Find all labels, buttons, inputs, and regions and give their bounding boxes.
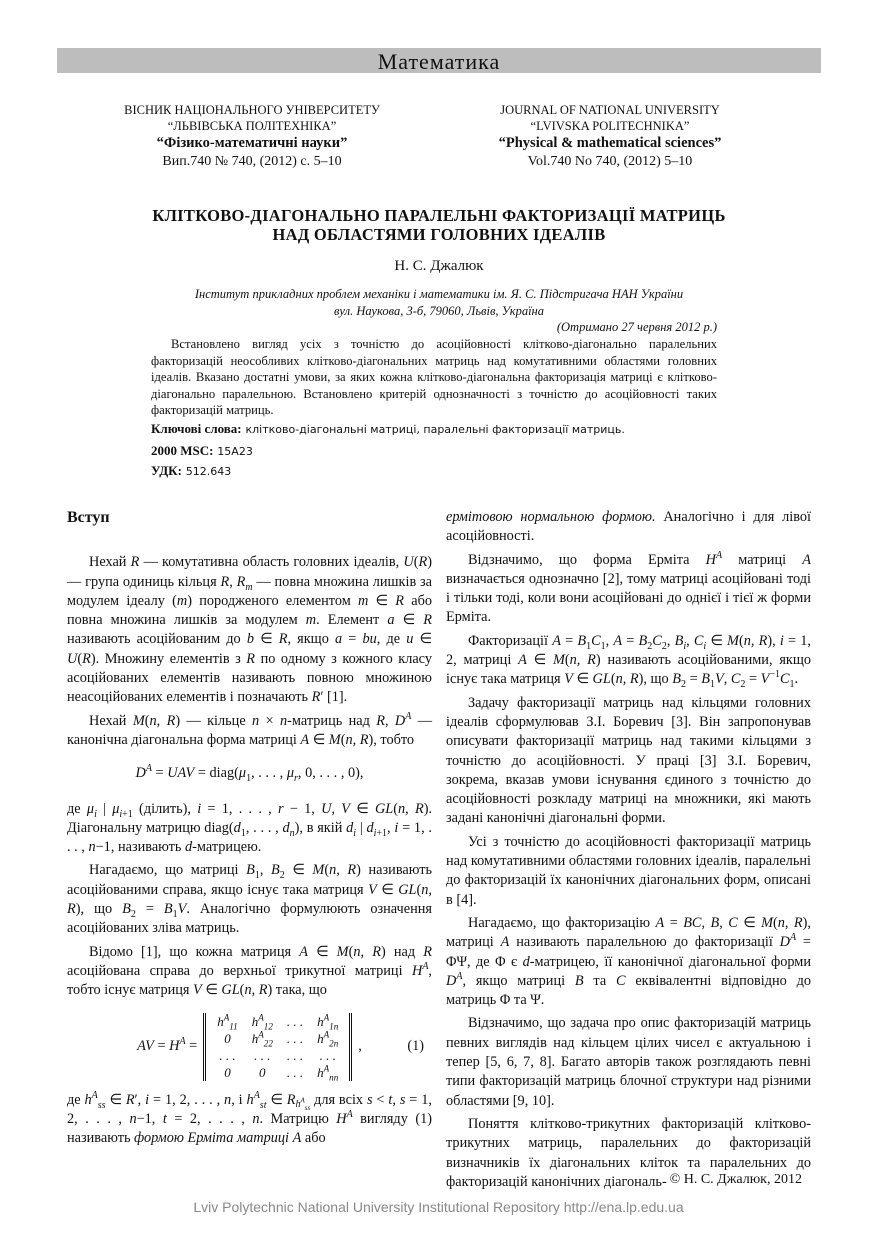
- paragraph: Нагадаємо, що факторизацію A = BC, B, C ∈ M(n, R), матриці A називають паралельною до факторизації $D^A = \Phi\Psi$, де Φ є d-матрицею, її канонічної діагональної форми $D^A$, якщо матриці B та C еквівалентні відповідно до матриць Φ та Ψ.: [446, 914, 812, 1009]
- equation: $D^A$ = UAV = $diag(\mu_1$, . . . , $\mu_r$, 0, . . . , 0),: [135, 763, 364, 785]
- udk-label: УДК:: [151, 463, 182, 478]
- affiliation-line: Інститут прикладних проблем механіки і математики ім. Я. С. Підстригача НАН України: [194, 287, 684, 301]
- paragraph: Нехай R — комутативна область головних ідеалів, U(R) — група одиниць кільця R, $R_m$ — повна множина лишків за модулем ідеалу (m) породженого елементом m ∈ R або повна множина лишків за модулем m. Елемент a ∈ R називають асоційованим до b ∈ R, якщо a = bu, де u ∈ U(R). Множину елементів з R по одному з кожного класу асоційованих елементів називають повною множиною неасоційованих елементів і позначають R′ [1].: [67, 554, 433, 706]
- udk: [151, 463, 751, 479]
- journal-series: “Фізико-математичні науки”: [156, 135, 348, 151]
- msc: [151, 443, 751, 459]
- received-date: (Отримано 27 червня 2012 р.): [556, 320, 717, 334]
- journal-series: “Physical & mathematical sciences”: [498, 135, 722, 151]
- copyright: © Н. С. Джалюк, 2012: [669, 1172, 802, 1187]
- body-column-right: [446, 508, 811, 1196]
- affiliation: [100, 286, 778, 320]
- journal-header-english: [430, 102, 790, 171]
- paragraph: Нагадаємо, що матриці $B_1$, $B_2$ ∈ M(n, R) називають асоційованими справа, якщо існує така матриця V ∈ GL(n, R), що $B_2 = B_1V$. Аналогічно формулюють означення асоційованих зліва матриць.: [67, 862, 432, 937]
- hermite-matrix: $h^A_{11}$ $h^A_{12}$ . . . $h^A_{1n}$ 0 $h^A_{22}$ . . . $h^A_{2n}$ . . . . . . . . . . . . 0 0 . . . $h^A_{nn}$: [203, 1013, 352, 1081]
- author: Н. С. Джалюк: [394, 258, 484, 274]
- paragraph: Поняття клітково-трикутних факторизацій клітково-трикутних матриць, паралельних до факторизацій визначників їх діагональних кліток та паралельних до факторизацій канонічних діагональ-: [446, 1115, 811, 1190]
- paragraph: де $h^A_{ss}$ ∈ R′, i = 1, 2, . . . , n, і $h^A_{st}$ ∈ $R_{h^A_{ss}}$ для всіх s < t, s = 1, 2, . . . , n−1, t = 2, . . . , n. Матрицю $H^A$ вигляду (1) називають формою Ерміта матриці A або: [67, 1089, 432, 1147]
- paragraph: Відзначимо, що форма Ерміта $H^A$ матриці A визначається однозначно [2], тому матриці асоційовані тоді і тільки тоді, коли вони асоційовані до однієї і тієї ж форми Ерміта.: [446, 549, 812, 626]
- paragraph: ермітовою нормальною формою. Аналогічно і для лівої асоційовності.: [446, 509, 811, 545]
- matrix-equation: AV = $H^A$ = $h^A_{11}$ $h^A_{12}$ . . . $h^A_{1n}$ 0 $h^A_{22}$ . . . $h^A_{2n}$ . . . . . . . . . . . . 0 0 . . . $h^A_{nn}$ , (1): [137, 1012, 424, 1083]
- keywords: [151, 421, 751, 437]
- journal-volume: Вип.740 № 740, (2012) с. 5–10: [162, 154, 342, 169]
- article-title: [57, 206, 821, 244]
- journal-name-line2: “ЛЬВІВСЬКА ПОЛІТЕХНІКА”: [167, 119, 337, 133]
- journal-name-line2: “LVIVSKA POLITECHNIKA”: [530, 119, 690, 133]
- title-line: НАД ОБЛАСТЯМИ ГОЛОВНИХ ІДЕАЛІВ: [272, 225, 606, 244]
- keywords-label: Ключові слова:: [151, 421, 242, 436]
- journal-volume: Vol.740 No 740, (2012) 5–10: [527, 154, 693, 169]
- journal-name-line1: ВІСНИК НАЦІОНАЛЬНОГО УНІВЕРСИТЕТУ: [124, 103, 380, 117]
- paragraph: Нехай M(n, R) — кільце n × n-матриць над R, $D^A$ — канонічна діагональна форма матриці A ∈ M(n, R), тобто: [67, 710, 433, 748]
- udk-value: 512.643: [185, 465, 232, 478]
- title-line: КЛІТКОВО-ДІАГОНАЛЬНО ПАРАЛЕЛЬНІ ФАКТОРИЗАЦІЇ МАТРИЦЬ: [152, 206, 726, 225]
- paragraph: Відзначимо, що задача про опис факторизацій матриць певних виглядів над кільцем цілих чисел є актуальною і тепер [5, 6, 7, 8]. Багато авторів також розглядають певні типи факторизацій матриць блочної структури над різними областями [9, 10].: [446, 1015, 811, 1109]
- paragraph: Факторизації $A = B_1C_1$, $A = B_2C_2$, $B_i$, $C_i$ ∈ M(n, R), i = 1, 2, матриці A ∈ M(n, R) називають асоційованими, якщо існує така матриця V ∈ GL(n, R), що $B_2 = B_1V$, $C_2 = V^{-1}C_1$.: [446, 632, 812, 691]
- paragraph: де $\mu_i$ | $\mu_{i+1}$ (ділить), i = 1, . . . , r − 1, U, V ∈ GL(n, R). Діагональну матрицю $diag(d_1$, . . . , $d_n$), в якій $d_i$ | $d_{i+1}$, i = 1, . . . , n−1, називають d-матрицею.: [67, 800, 433, 856]
- paragraph: Відомо [1], що кожна матриця A ∈ M(n, R) над R асоційована справа до верхньої трикутної матриці $H^A$, тобто існує матриця V ∈ GL(n, R) така, що: [67, 943, 432, 999]
- abstract: Встановлено вигляд усіх з точністю до асоційовності клітково-діагонально паралельних факторизацій неособливих клітково-діагональних матриць над комутативними областями головних ідеалів. Вказано достатні умови, за яких кожна клітково-діагональна факторизація матриці є клітково-діагонально паралельною. Встановлено критерій однозначності з точністю до асоційовності таких факторизацій матриць.: [151, 337, 717, 418]
- affiliation-line: вул. Наукова, 3-б, 79060, Львів, Україна: [333, 304, 544, 318]
- section-title: Вступ: [67, 509, 110, 526]
- keywords-value: клітково-діагональні матриці, паралельні факторизації матриць.: [245, 423, 625, 436]
- paragraph: Усі з точністю до асоційовності факторизації матриць над комутативними областями головних ідеалів, паралельні до факторизацій їх канонічних діагональних форм, описані в [4].: [446, 833, 811, 908]
- journal-section-banner: Математика: [57, 48, 821, 73]
- journal-header-ukrainian: [72, 102, 432, 171]
- equation-number: (1): [407, 1037, 424, 1054]
- msc-value: 15A23: [217, 445, 253, 458]
- msc-label: 2000 MSC:: [151, 443, 214, 458]
- body-column-left: [67, 508, 432, 1152]
- repository-footer: Lviv Polytechnic National University Institutional Repository http://ena.lp.edu.ua: [193, 1199, 684, 1215]
- paragraph: Задачу факторизації матриць над кільцями головних ідеалів сформулював З.І. Боревич [3]. Він запропонував описувати факторизації матриць над такими кільцями з точністю до асоційовності. У праці [3] З.І. Боревич, зокрема, вказав умови існування єдиного з точністю до асоційовності розкладу матриці на множники, які мають задані канонічні діагональні форми.: [446, 694, 811, 827]
- journal-name-line1: JOURNAL OF NATIONAL UNIVERSITY: [500, 103, 720, 117]
